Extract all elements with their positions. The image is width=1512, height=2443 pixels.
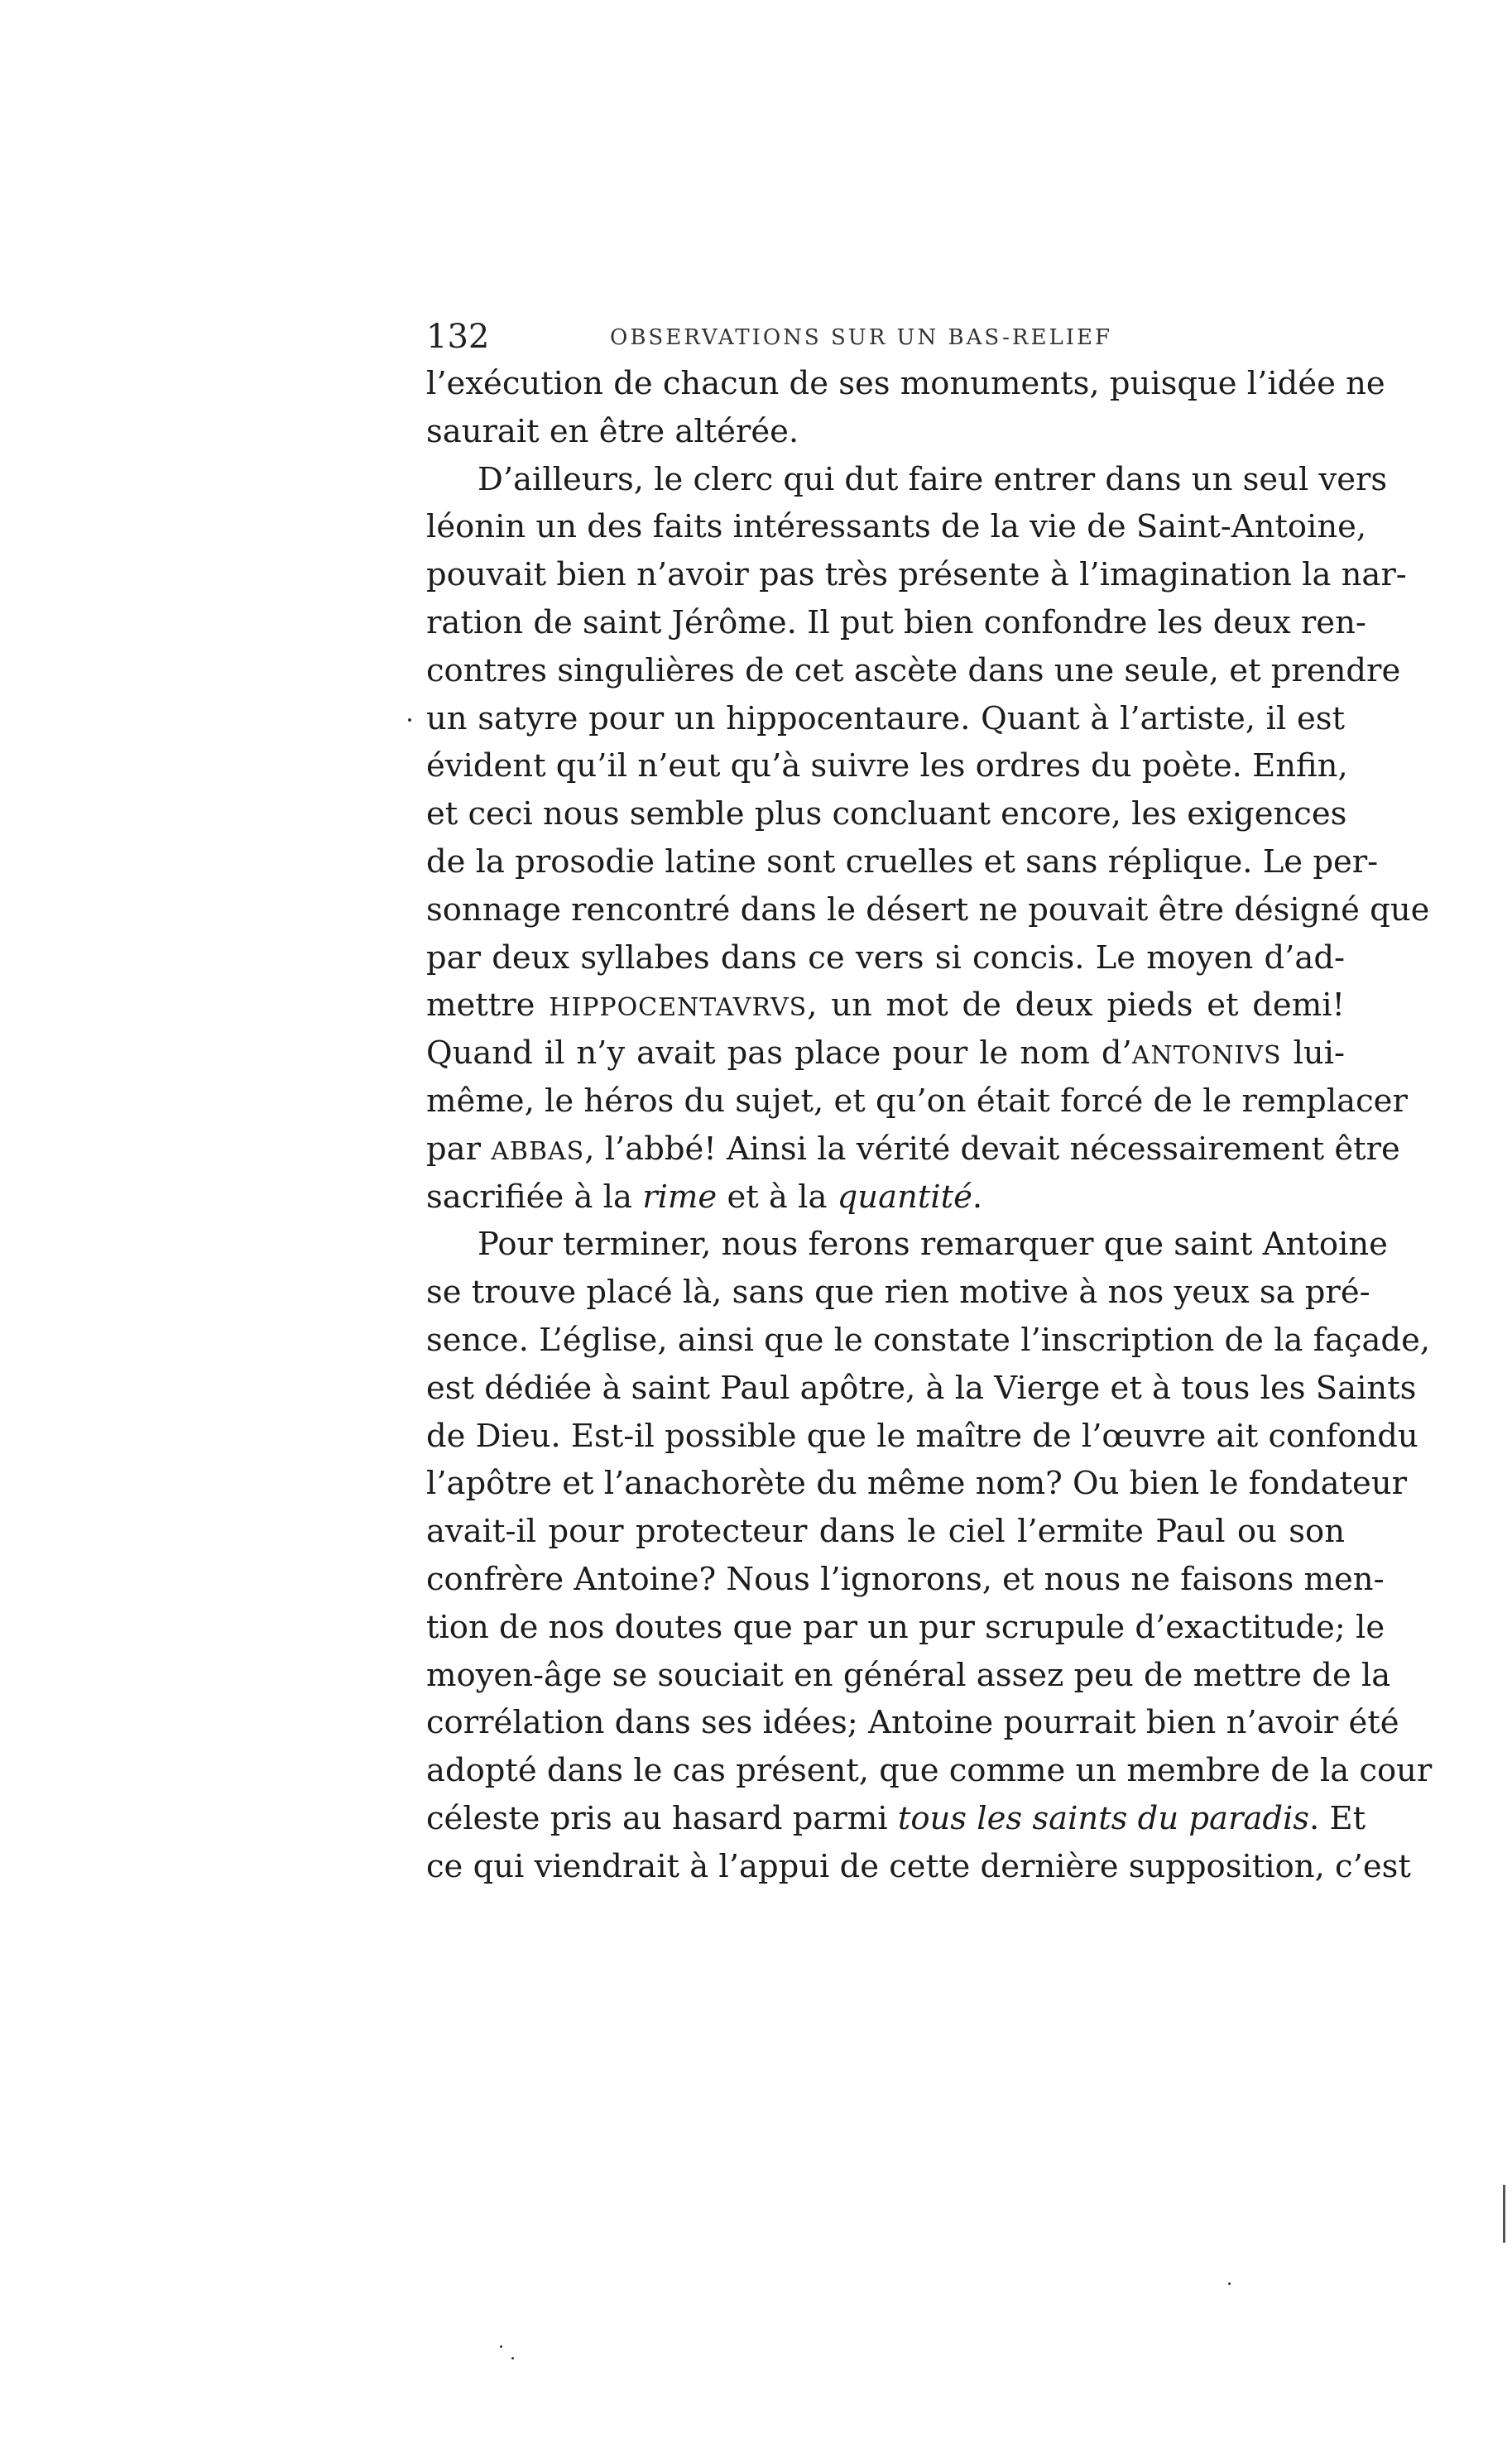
text-line: adopté dans le cas présent, que comme un membre de la cour bbox=[426, 1752, 1433, 1790]
scan-speck bbox=[500, 2345, 502, 2348]
text-line: sence. L’église, ainsi que le constate l’inscription de la façade, bbox=[426, 1321, 1431, 1359]
text-line: même, le héros du sujet, et qu’on était forcé de le remplacer bbox=[426, 1082, 1408, 1120]
text-line bbox=[426, 1795, 1366, 1843]
text-segment: , un mot de deux pieds et demi! bbox=[807, 986, 1345, 1025]
text-segment: . Et bbox=[1309, 1799, 1366, 1837]
text-segment: céleste pris au hasard parmi bbox=[426, 1799, 898, 1837]
italic-word: quantité bbox=[837, 1178, 972, 1216]
text-line: est dédiée à saint Paul apôtre, à la Vierge et à tous les Saints bbox=[426, 1369, 1417, 1407]
text-line: léonin un des faits intéressants de la vie de Saint-Antoine, bbox=[426, 508, 1367, 546]
body-text bbox=[426, 360, 1433, 1891]
scan-speck bbox=[1503, 2185, 1505, 2243]
text-line: tion de nos doutes que par un pur scrupule d’exactitude; le bbox=[426, 1608, 1385, 1646]
text-line: et ceci nous semble plus concluant encore, les exigences bbox=[426, 795, 1347, 833]
text-line: l’exécution de chacun de ses monuments, puisque l’idée ne bbox=[426, 365, 1385, 402]
text-line: D’ailleurs, le clerc qui dut faire entrer dans un seul vers bbox=[478, 460, 1388, 498]
text-segment: sacrifiée à la bbox=[426, 1178, 643, 1216]
text-line: corrélation dans ses idées; Antoine pourrait bien n’avoir été bbox=[426, 1704, 1399, 1742]
text-line: sonnage rencontré dans le désert ne pouvait être désigné que bbox=[426, 890, 1430, 929]
text-segment: , l’abbé! Ainsi la vérité devait nécessairement être bbox=[584, 1130, 1400, 1168]
text-line bbox=[426, 1174, 1345, 1222]
text-line bbox=[426, 982, 1345, 1030]
running-head: OBSERVATIONS SUR UN BAS-RELIEF bbox=[610, 325, 1113, 350]
text-line: avait-il pour protecteur dans le ciel l’ermite Paul ou son bbox=[426, 1513, 1345, 1551]
text-segment: mettre bbox=[426, 986, 550, 1025]
italic-word: rime bbox=[642, 1178, 718, 1216]
text-line: un satyre pour un hippocentaure. Quant à l’artiste, il est bbox=[426, 699, 1345, 737]
text-line bbox=[426, 1030, 1345, 1078]
text-line: contres singulières de cet ascète dans une seule, et prendre bbox=[426, 651, 1401, 689]
text-line: de Dieu. Est-il possible que le maître de l’œuvre ait confondu bbox=[426, 1417, 1418, 1455]
page-header bbox=[426, 308, 1353, 366]
scan-speck bbox=[511, 2357, 514, 2359]
text-line: Pour terminer, nous ferons remarquer que saint Antoine bbox=[478, 1226, 1388, 1264]
text-line: par deux syllabes dans ce vers si concis. Le moyen d’ad- bbox=[426, 938, 1345, 977]
scan-speck bbox=[1228, 2282, 1231, 2285]
small-caps-word: ANTONIVS bbox=[1131, 1041, 1282, 1071]
italic-word: tous les saints du paradis bbox=[897, 1799, 1310, 1837]
text-line: pouvait bien n’avoir pas très présente à l’imagination la nar- bbox=[426, 556, 1407, 594]
text-segment: . bbox=[972, 1178, 983, 1216]
text-segment: Quand il n’y avait pas place pour le nom d’ bbox=[426, 1034, 1132, 1073]
text-line: saurait en être altérée. bbox=[426, 412, 799, 450]
text-line: se trouve placé là, sans que rien motive à nos yeux sa pré- bbox=[426, 1274, 1370, 1312]
scan-speck bbox=[408, 718, 411, 722]
small-caps-word: HIPPOCENTAVRVS bbox=[549, 993, 808, 1023]
small-caps-word: ABBAS bbox=[491, 1136, 585, 1166]
text-line: évident qu’il n’eut qu’à suivre les ordres du poète. Enfin, bbox=[426, 747, 1348, 785]
page-number: 132 bbox=[426, 318, 490, 356]
text-segment: et à la bbox=[717, 1178, 838, 1216]
text-segment: par bbox=[426, 1130, 492, 1168]
text-line: l’apôtre et l’anachorète du même nom? Ou bien le fondateur bbox=[426, 1465, 1408, 1503]
text-line bbox=[426, 1126, 1400, 1174]
text-segment: lui- bbox=[1281, 1034, 1345, 1073]
text-line: ce qui viendrait à l’appui de cette dernière supposition, c’est bbox=[426, 1847, 1411, 1885]
text-line: confrère Antoine? Nous l’ignorons, et nous ne faisons men- bbox=[426, 1560, 1385, 1598]
text-line: moyen-âge se souciait en général assez peu de mettre de la bbox=[426, 1656, 1391, 1694]
text-line: de la prosodie latine sont cruelles et sans réplique. Le per- bbox=[426, 842, 1379, 881]
text-line: ration de saint Jérôme. Il put bien confondre les deux ren- bbox=[426, 603, 1366, 641]
